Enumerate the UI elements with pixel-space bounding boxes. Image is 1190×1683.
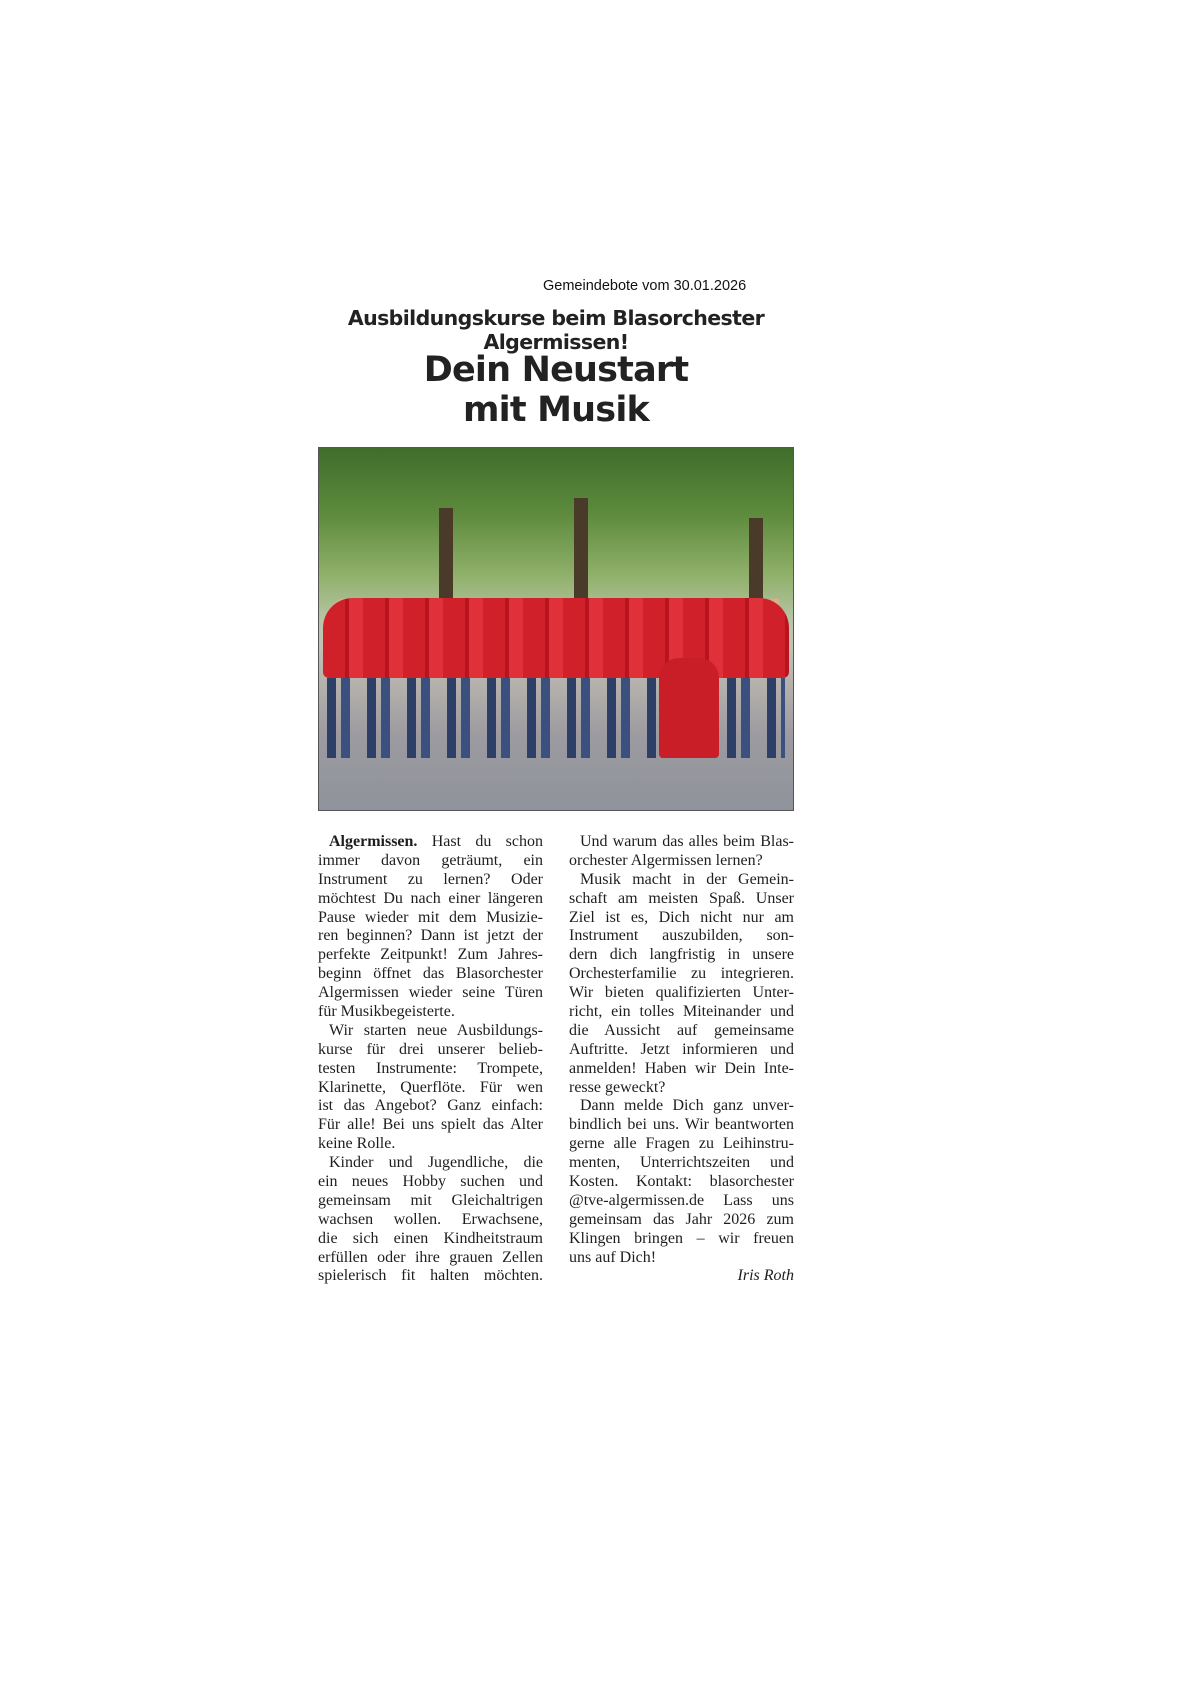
article-line: Kosten. Kontakt: blasorchester	[569, 1173, 794, 1191]
article-line: Ziel ist es, Dich nicht nur am	[569, 908, 794, 926]
article-line: die Aussicht auf gemeinsame	[569, 1021, 794, 1039]
article-line: menten, Unterrichtszeiten und	[569, 1154, 794, 1172]
article-line: richt, ein tolles Miteinander und	[569, 1003, 794, 1021]
dateline: Algermissen.	[329, 833, 418, 850]
article-line: Pause wieder mit dem Musizie-	[318, 908, 543, 926]
article-line: bindlich bei uns. Wir beantworten	[569, 1116, 794, 1134]
article-line: Orchesterfamilie zu integrieren.	[569, 965, 794, 983]
author-byline: Iris Roth	[737, 1267, 794, 1285]
article-line: gemeinsam mit Gleichaltrigen	[318, 1191, 543, 1209]
page-title	[318, 350, 794, 430]
article-line: kurse für drei unserer belieb-	[318, 1040, 543, 1058]
article-line: resse geweckt?	[569, 1078, 666, 1096]
article-line	[318, 833, 543, 852]
source-line: Gemeindebote vom 30.01.2026	[543, 278, 747, 294]
article-line: Instrument zu lernen? Oder	[318, 870, 543, 888]
article-line: Kinder und Jugendliche, die	[329, 1154, 543, 1172]
article-line: spielerisch fit halten möchten.	[318, 1267, 543, 1285]
article-line: perfekte Zeitpunkt! Zum Jahres-	[318, 946, 543, 964]
article-line: Musik macht in der Gemein-	[580, 870, 794, 888]
article-line: Wir starten neue Ausbildungs-	[329, 1021, 543, 1039]
article-line: beginn öffnet das Blasorchester	[318, 965, 543, 983]
article-line: Instrument auszubilden, son-	[569, 927, 794, 945]
article-line: Dann melde Dich ganz unver-	[580, 1097, 794, 1115]
article-line: uns auf Dich!	[569, 1248, 657, 1266]
article-line: Wir bieten qualifizierten Unter-	[569, 984, 794, 1002]
article-line: gemeinsam das Jahr 2026 zum	[569, 1210, 794, 1228]
article-line: wachsen wollen. Erwachsene,	[318, 1210, 543, 1228]
title-line-1: Dein Neustart	[423, 350, 689, 390]
article-line: ein neues Hobby suchen und	[318, 1173, 543, 1191]
article-line: die sich einen Kindheitstraum	[318, 1229, 543, 1247]
article-line: dern dich langfristig in unsere	[569, 946, 794, 964]
article-line: orchester Algermissen lernen?	[569, 851, 763, 869]
article-line-text: Hast du schon	[431, 833, 544, 850]
article-column-1	[318, 833, 543, 1286]
article-line: Für alle! Bei uns spielt das Alter	[318, 1116, 543, 1134]
article-line: für Musikbegeisterte.	[318, 1003, 455, 1021]
article-line: testen Instrumente: Trompete,	[318, 1059, 543, 1077]
article-line: erfüllen oder ihre grauen Zellen	[318, 1248, 543, 1266]
group-photo	[318, 447, 794, 811]
article-line: möchtest Du nach einer längeren	[318, 889, 543, 907]
article-line: Klarinette, Querflöte. Für wen	[318, 1078, 543, 1096]
article-line: anmelden! Haben wir Dein Inte-	[569, 1059, 794, 1077]
article-line: Algermissen wieder seine Türen	[318, 984, 543, 1002]
article-column-2	[569, 833, 794, 1286]
title-line-2: mit Musik	[462, 390, 650, 430]
kicker-headline: Ausbildungskurse beim Blasorchester Algermissen!	[347, 306, 765, 354]
article-line: @tve-algermissen.de Lass uns	[569, 1191, 794, 1209]
article-line: Auftritte. Jetzt informieren und	[569, 1040, 794, 1058]
article-line: schaft am meisten Spaß. Unser	[569, 889, 794, 907]
article-line: Und warum das alles beim Blas-	[580, 833, 794, 850]
article-line: ren beginnen? Dann ist jetzt der	[318, 927, 543, 945]
article-line: ist das Angebot? Ganz einfach:	[318, 1097, 543, 1115]
article-line: Klingen bringen – wir freuen	[569, 1229, 794, 1247]
article-line: gerne alle Fragen zu Leihinstru-	[569, 1135, 794, 1153]
article-line: keine Rolle.	[318, 1135, 396, 1153]
article-line: immer davon geträumt, ein	[318, 851, 543, 869]
